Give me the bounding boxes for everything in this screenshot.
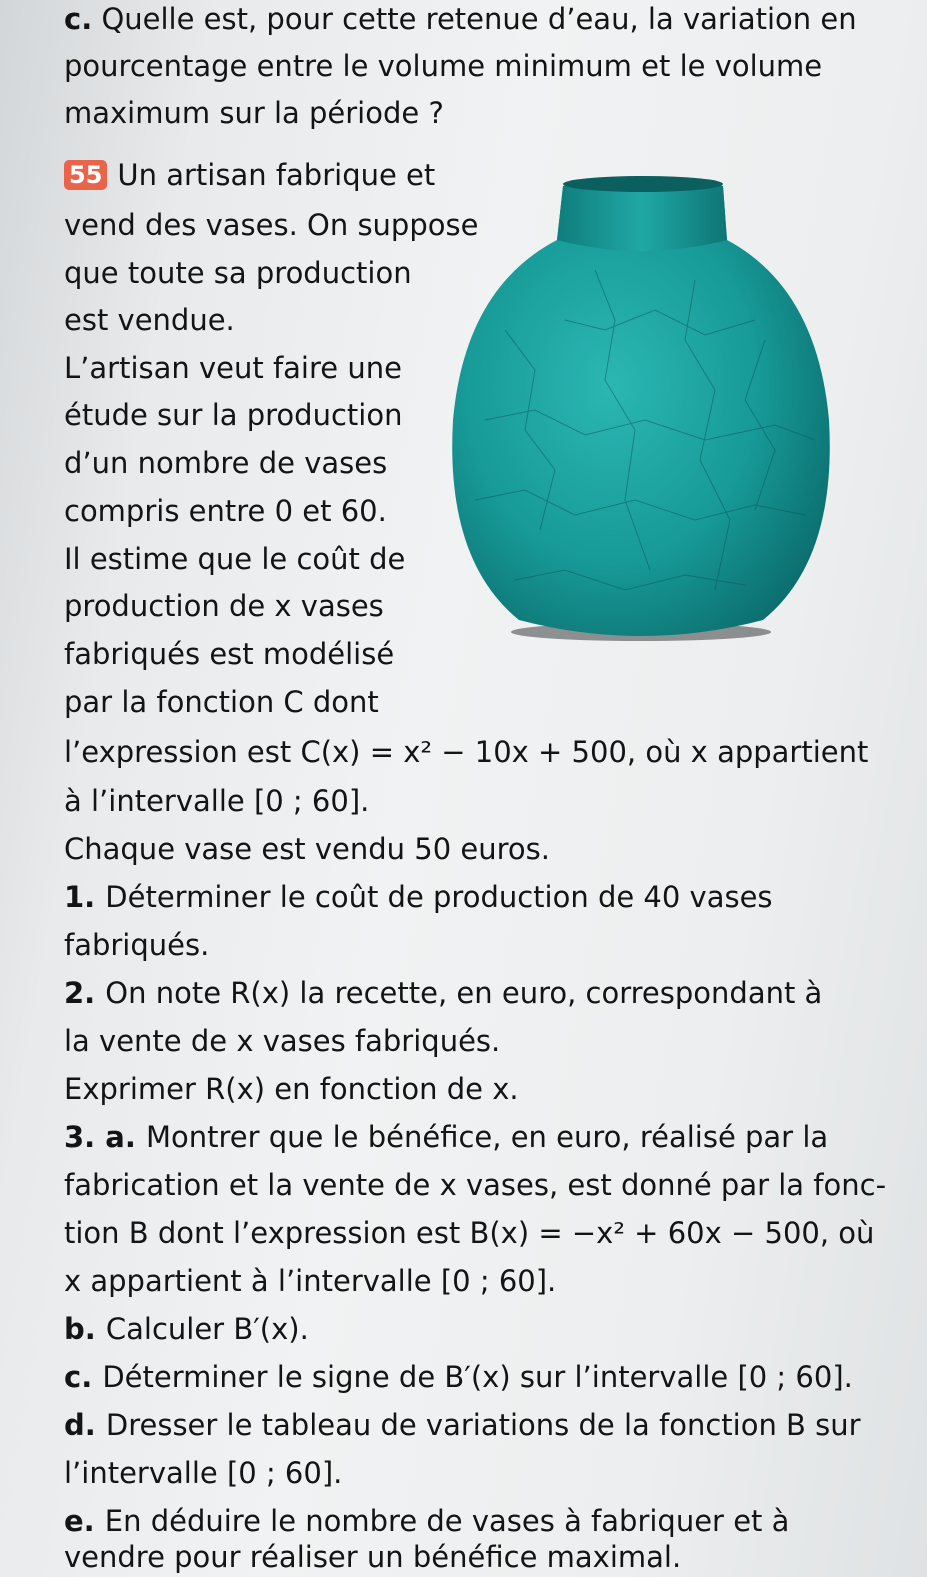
exercise-intro-line: production de x vases [64, 589, 384, 623]
question-line: fabrication et la vente de x vases, est donné par la fonc- [64, 1168, 887, 1202]
exercise-intro-line: par la fonction C dont [64, 685, 379, 719]
vase-illustration [445, 170, 835, 650]
exercise-intro-line: à l’intervalle [0 ; 60]. [64, 784, 370, 818]
question-line: d. Dresser le tableau de variations de la fonction B sur [64, 1408, 861, 1442]
intro-text: Un artisan fabrique et [117, 158, 436, 192]
question-line: fabriqués. [64, 928, 210, 962]
question-line: l’intervalle [0 ; 60]. [64, 1456, 343, 1490]
exercise-intro-line: L’artisan veut faire une [64, 351, 402, 385]
exercise-number-badge: 55 [64, 160, 107, 190]
question-line: x appartient à l’intervalle [0 ; 60]. [64, 1264, 557, 1298]
exercise-intro-line: Chaque vase est vendu 50 euros. [64, 832, 550, 866]
question-line: Exprimer R(x) en fonction de x. [64, 1072, 519, 1106]
question-line: 2. On note R(x) la recette, en euro, correspondant à [64, 976, 823, 1010]
exercise-intro-line: que toute sa production [64, 256, 412, 290]
top-question-line: pourcentage entre le volume minimum et le volume [64, 49, 823, 83]
exercise-intro-line: fabriqués est modélisé [64, 637, 395, 671]
question-line: c. Déterminer le signe de B′(x) sur l’intervalle [0 ; 60]. [64, 1360, 853, 1394]
top-question-line: c. Quelle est, pour cette retenue d’eau, la variation en [64, 2, 857, 36]
question-line: vendre pour réaliser un bénéfice maximal. [64, 1540, 682, 1574]
question-line: 3. a. Montrer que le bénéfice, en euro, réalisé par la [64, 1120, 829, 1154]
question-line: tion B dont l’expression est B(x) = −x² + 60x − 500, où [64, 1216, 875, 1250]
question-line: 1. Déterminer le coût de production de 40 vases [64, 880, 773, 914]
question-line: e. En déduire le nombre de vases à fabriquer et à [64, 1504, 790, 1538]
exercise-intro-line: compris entre 0 et 60. [64, 494, 387, 528]
exercise-intro-line: l’expression est C(x) = x² − 10x + 500, où x appartient [64, 735, 869, 769]
exercise-intro-line: d’un nombre de vases [64, 446, 388, 480]
question-line: b. Calculer B′(x). [64, 1312, 309, 1346]
question-line: la vente de x vases fabriqués. [64, 1024, 501, 1058]
top-question-line: maximum sur la période ? [64, 96, 444, 130]
exercise-intro-line [64, 158, 435, 192]
exercise-intro-line: Il estime que le coût de [64, 542, 406, 576]
exercise-intro-line: est vendue. [64, 303, 235, 337]
exercise-intro-line: vend des vases. On suppose [64, 208, 479, 242]
exercise-intro-line: étude sur la production [64, 398, 403, 432]
